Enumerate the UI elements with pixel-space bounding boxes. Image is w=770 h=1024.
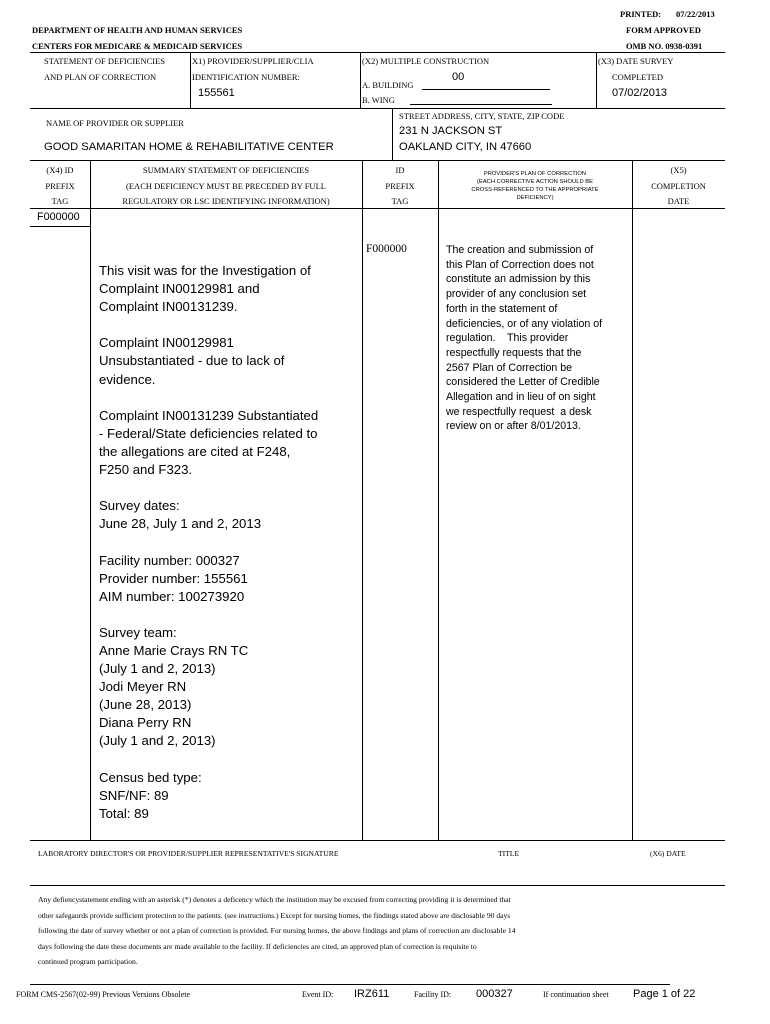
- signature-label: LABORATORY DIRECTOR'S OR PROVIDER/SUPPLIER REPRESENTATIVE'S SIGNATURE: [38, 849, 339, 858]
- x3-label-2: COMPLETED: [612, 72, 663, 82]
- printed-label: PRINTED:: [620, 9, 662, 19]
- rule: [30, 208, 725, 209]
- statement-label-2: AND PLAN OF CORRECTION: [44, 72, 157, 82]
- event-id-value: IRZ611: [354, 988, 390, 1000]
- continuation-label: If continuation sheet: [543, 990, 609, 999]
- correction-tag-prefix: F000000: [366, 243, 407, 255]
- printed-date: 07/22/2013: [676, 9, 715, 19]
- x2-label: (X2) MULTIPLE CONSTRUCTION: [362, 56, 490, 66]
- poc-header-2: (EACH CORRECTIVE ACTION SHOULD BE: [477, 179, 593, 185]
- provider-name-label: NAME OF PROVIDER OR SUPPLIER: [46, 118, 184, 128]
- building-underline: [422, 89, 550, 90]
- building-value: 00: [452, 71, 465, 83]
- facility-id-value: 000327: [476, 988, 513, 1000]
- x5-label: (X5): [670, 165, 687, 175]
- rule: [392, 108, 393, 160]
- x6-date-label: (X6) DATE: [650, 849, 686, 858]
- title-label: TITLE: [498, 849, 520, 858]
- rule: [596, 52, 597, 108]
- centers-title: CENTERS FOR MEDICARE & MEDICAID SERVICES: [32, 41, 243, 51]
- omb-number: OMB NO. 0938-0391: [626, 41, 703, 51]
- rule: [438, 160, 439, 840]
- address-line-2: OAKLAND CITY, IN 47660: [399, 141, 532, 153]
- poc-header-4: DEFICIENCY): [516, 195, 554, 201]
- department-title: DEPARTMENT OF HEALTH AND HUMAN SERVICES: [32, 25, 243, 35]
- poc-header-1: PROVIDER'S PLAN OF CORRECTION: [483, 171, 587, 177]
- tag-label: TAG: [391, 196, 409, 206]
- rule: [362, 160, 363, 840]
- id-label: ID: [395, 165, 405, 175]
- x1-label-1: X1) PROVIDER/SUPPLIER/CLIA: [192, 56, 314, 66]
- summary-header-1: SUMMARY STATEMENT OF DEFICIENCIES: [142, 165, 310, 175]
- rule: [190, 52, 191, 108]
- rule: [632, 160, 633, 840]
- rule: [30, 984, 670, 985]
- poc-header-3: CROSS-REFERENCED TO THE APPROPRIATE: [471, 187, 599, 193]
- rule: [30, 226, 90, 227]
- provider-name: GOOD SAMARITAN HOME & REHABILITATIVE CENTER: [44, 141, 334, 153]
- completion-label: COMPLETION: [651, 181, 706, 191]
- summary-header-2: (EACH DEFICIENCY MUST BE PRECEDED BY FULL: [126, 181, 326, 191]
- facility-id-label: Facility ID:: [414, 990, 452, 999]
- building-label: A. BUILDING: [362, 80, 414, 90]
- rule: [30, 885, 725, 886]
- provider-id-value: 155561: [198, 87, 235, 99]
- x1-label-2: IDENTIFICATION NUMBER:: [192, 72, 300, 82]
- form-number: FORM CMS-2567(02-99) Previous Versions Obsolete: [16, 990, 191, 999]
- wing-underline: [410, 104, 552, 105]
- statement-label-1: STATEMENT OF DEFICIENCIES: [44, 56, 166, 66]
- disclaimer-text: Any defiencystatement ending with an asterisk (*) denotes a deficency which the institution may be excused from correcting providing it is determined that other safegaurds provide sufficient protection to the patients. (see instructions.) Except for nursing homes, the findings stated above are disclosable 90 days following the date of survey whether or not a plan of correction is provided. For nursing homes, the above findings and plans of correction are disclosable 14 days following the date these documents are made available to the facility. If deficiencies are cited, an approved plan of correction is requisite to continued program participation.: [38, 895, 516, 967]
- summary-statement: This visit was for the Investigation of Complaint IN00129981 and Complaint IN00131239. Complaint IN00129981 Unsubstantiated - due to lack of evidence. Complaint IN00131239 Substantiated - Federal/State deficiencies related to the allegations are cited at F248, F250 and F323. Survey dates: June 28, July 1 and 2, 2013 Facility number: 000327 Provider number: 155561 AIM number: 100273920 Survey team: Anne Marie Crays RN TC (July 1 and 2, 2013) Jodi Meyer RN (June 28, 2013) Diana Perry RN (July 1 and 2, 2013) Census bed type: SNF/NF: 89 Total: 89: [99, 263, 319, 821]
- x4-tag-label: TAG: [51, 196, 69, 206]
- event-id-label: Event ID:: [302, 990, 334, 999]
- deficiency-tag-prefix: F000000: [37, 211, 80, 223]
- rule: [360, 52, 361, 108]
- date-survey-completed: 07/02/2013: [612, 87, 668, 99]
- form-approved: FORM APPROVED: [626, 25, 701, 35]
- plan-of-correction: The creation and submission of this Plan of Correction does not constitute an admission by this provider of any conclusion set forth in the statement of deficiencies, or of any violation of regulation. This provider respectfully requests that the 2567 Plan of Correction be considered the Letter of Credible Allegation and in lieu of on sight we respectfully request a desk review on or after 8/01/2013.: [446, 244, 603, 433]
- rule: [90, 160, 91, 840]
- rule: [30, 840, 725, 841]
- rule: [30, 52, 725, 53]
- summary-header-3: REGULATORY OR LSC IDENTIFYING INFORMATION): [122, 196, 330, 206]
- page-number: Page 1 of 22: [633, 988, 696, 1000]
- address-line-1: 231 N JACKSON ST: [399, 125, 503, 137]
- rule: [30, 160, 725, 161]
- rule: [30, 108, 725, 109]
- address-label: STREET ADDRESS, CITY, STATE, ZIP CODE: [399, 111, 565, 121]
- x4-prefix-label: PREFIX: [45, 181, 75, 191]
- x4-id-label: (X4) ID: [46, 165, 74, 175]
- wing-label: B. WING: [362, 95, 395, 105]
- x3-label-1: (X3) DATE SURVEY: [598, 56, 674, 66]
- date-label: DATE: [667, 196, 690, 206]
- prefix-label: PREFIX: [385, 181, 415, 191]
